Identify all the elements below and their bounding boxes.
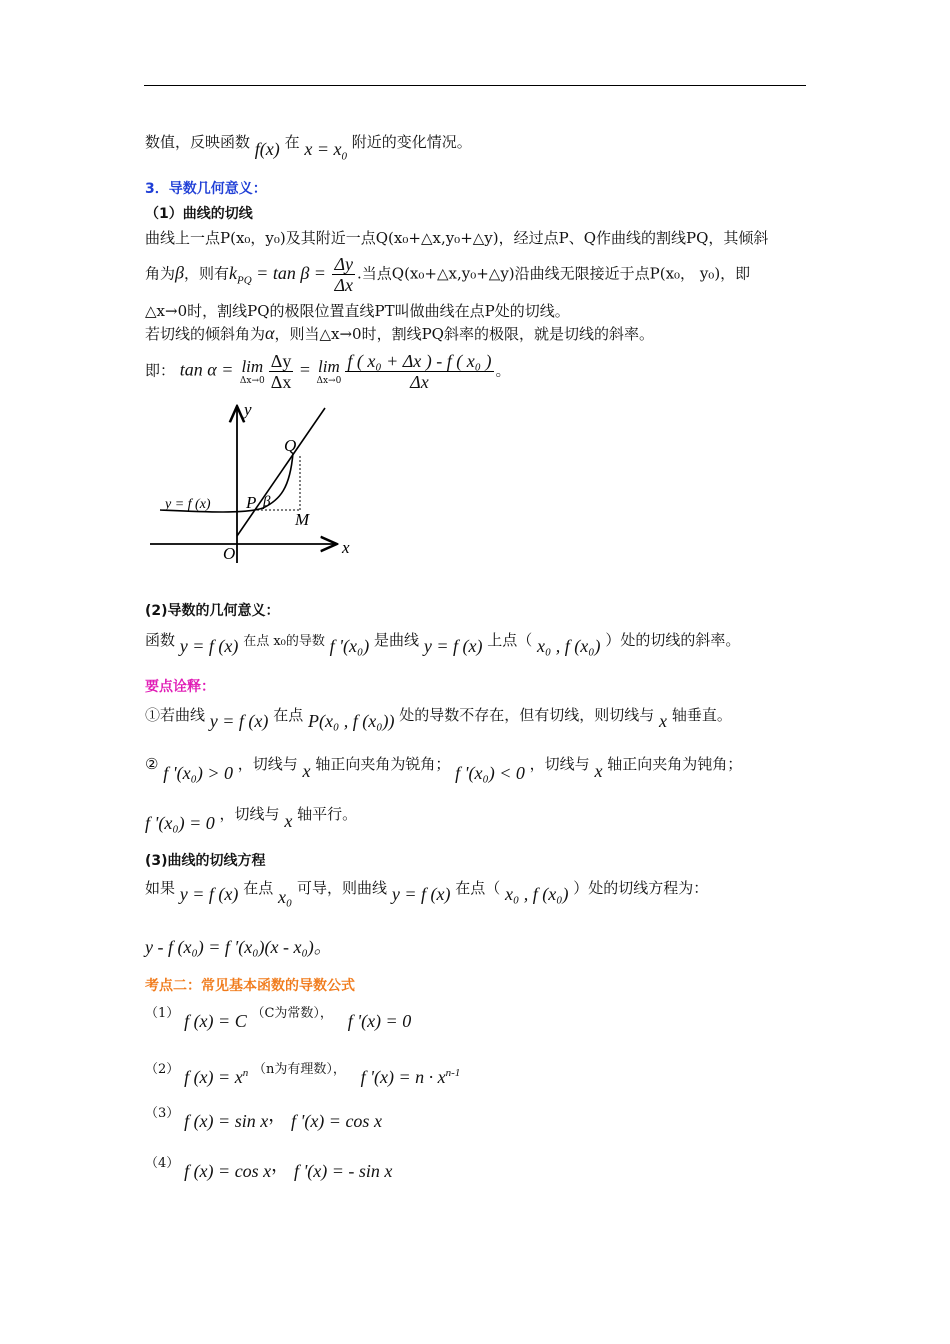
- formula: f '(x₀) > 0: [163, 763, 233, 783]
- text: 轴垂直。: [671, 706, 732, 724]
- formula: f '(x) = 0: [347, 1011, 412, 1031]
- subscript: PQ: [237, 274, 252, 287]
- formula: f '(x₀) < 0: [455, 763, 525, 783]
- text: ）处的切线的斜率。: [605, 631, 741, 649]
- lim-word: lim: [241, 356, 264, 376]
- formula: x: [284, 811, 293, 831]
- formula: x = x: [304, 139, 342, 159]
- formula: f '(x) = n · x: [360, 1067, 446, 1087]
- paragraph: [145, 628, 741, 656]
- formula: f (x) = cos x: [184, 1161, 272, 1181]
- symbol: α: [265, 323, 275, 343]
- formula: x: [659, 711, 668, 731]
- formula: y = f (x): [179, 884, 239, 904]
- paragraph: [145, 254, 750, 295]
- text: 轴正向夹角为锐角；: [315, 755, 451, 773]
- beta-label: β: [263, 494, 271, 510]
- formula: f '(x) = cos x: [290, 1111, 382, 1131]
- formula: k: [229, 262, 237, 283]
- numerator: Δy: [334, 254, 353, 274]
- text: ，切线与: [529, 755, 590, 773]
- key-point-1: [145, 703, 732, 731]
- superscript: n: [242, 1067, 249, 1079]
- text: ，则当△x→0时，割线PQ斜率的极限，就是切线的斜率。: [274, 325, 654, 343]
- section-heading-key-point-2: 考点二：常见基本函数的导数公式: [145, 978, 355, 994]
- lim-subscript: Δx→0: [316, 375, 342, 386]
- text: 在点: [243, 879, 274, 897]
- formula: y = f (x): [209, 711, 269, 731]
- item-number: （4）: [145, 1156, 180, 1171]
- numerator: f ( x₀ + Δx ) - f ( x₀ ): [347, 351, 492, 371]
- formula: y = f (x): [179, 636, 239, 656]
- limit-formula: [145, 351, 511, 392]
- text: 处的导数不存在，但有切线，则切线与: [399, 706, 655, 724]
- formula: f (x) = C: [184, 1011, 247, 1031]
- item-number: （3）: [145, 1106, 180, 1121]
- formula: y = f (x): [423, 636, 483, 656]
- text: 是曲线: [374, 631, 420, 649]
- subheading-tangent-equation: (3)曲线的切线方程: [145, 853, 266, 869]
- key-point-2: [145, 752, 743, 783]
- text: ①若曲线: [145, 706, 206, 724]
- origin-label: O: [223, 544, 236, 563]
- text: 如果: [145, 879, 176, 897]
- fraction: [345, 351, 493, 392]
- text: 角为: [145, 264, 176, 283]
- text: ，切线与: [219, 805, 280, 823]
- paragraph: [145, 876, 709, 907]
- section-heading-3: 3．导数几何意义：: [145, 181, 267, 197]
- y-axis-label: y: [244, 400, 252, 419]
- formula: f '(x₀) = 0: [145, 813, 215, 833]
- denominator: Δx: [270, 372, 292, 392]
- text: 在点: [273, 706, 304, 724]
- text: （C为常数），: [251, 1006, 333, 1021]
- formula: f '(x) = - sin x: [293, 1161, 393, 1181]
- formula: y = f (x): [391, 884, 451, 904]
- formula: = tan β =: [251, 262, 331, 283]
- lim-word: lim: [318, 356, 340, 376]
- key-points-heading: 要点诠释：: [145, 679, 215, 695]
- point-m-label: M: [295, 510, 310, 529]
- text: ②: [145, 755, 159, 773]
- text: 附近的变化情况。: [351, 133, 472, 151]
- tangent-graph: [145, 398, 365, 568]
- key-point-2-cont: [145, 802, 358, 833]
- denominator: Δx: [334, 275, 353, 295]
- text: 在点 x₀的导数: [243, 634, 325, 649]
- formula-2: [145, 1052, 461, 1087]
- subscript: 0: [341, 150, 347, 163]
- formula: tan α =: [179, 359, 238, 380]
- formula-3: [145, 1100, 382, 1131]
- formula: x: [302, 761, 311, 781]
- subheading-tangent: （1）曲线的切线: [145, 206, 253, 222]
- limit: [316, 358, 341, 386]
- x-axis-label: x: [342, 538, 350, 557]
- formula: f(x): [254, 139, 280, 159]
- text: 上点（: [487, 631, 533, 649]
- subheading-geometric-meaning: (2)导数的几何意义：: [145, 603, 280, 619]
- curve-label: y = f (x): [165, 497, 211, 512]
- formula-1: [145, 1000, 412, 1031]
- formula-4: [145, 1150, 393, 1181]
- formula: x₀ , f (x₀): [505, 884, 569, 904]
- text: 在点（: [455, 879, 501, 897]
- text: 在: [284, 133, 300, 151]
- item-number: （1）: [145, 1006, 180, 1021]
- text: 可导，则曲线: [297, 879, 388, 897]
- point-p-label: P: [246, 493, 257, 512]
- text: 轴正向夹角为钝角；: [607, 755, 743, 773]
- fraction: [269, 351, 294, 392]
- formula: =: [295, 359, 315, 380]
- formula: f '(x₀): [329, 636, 370, 656]
- tangent-equation: y - f (x₀) = f ′(x₀)(x - x₀)。: [145, 937, 332, 957]
- limit: [240, 358, 265, 386]
- lim-subscript: Δx→0: [239, 375, 265, 386]
- text: 函数: [145, 631, 176, 649]
- item-number: （2）: [145, 1062, 180, 1077]
- point-q-label: Q: [284, 436, 297, 455]
- text: ）处的切线方程为：: [573, 879, 709, 897]
- text: 即：: [145, 361, 176, 380]
- denominator: Δx: [410, 372, 429, 392]
- paragraph: 曲线上一点P(x₀，y₀)及其附近一点Q(x₀+△x,y₀+△y)，经过点P、Q作曲线的割线PQ，其倾斜: [145, 229, 769, 247]
- superscript: n-1: [445, 1067, 461, 1079]
- separator: ，: [268, 1105, 287, 1125]
- text: .当点Q(x₀+△x,y₀+△y)沿曲线无限接近于点P(x₀， y₀)，即: [357, 264, 751, 283]
- formula: x: [594, 761, 603, 781]
- formula: P(x₀ , f (x₀)): [308, 711, 395, 731]
- separator: ，: [271, 1155, 290, 1175]
- header-rule: [144, 85, 806, 86]
- secant-line: [237, 408, 325, 536]
- text: 。: [495, 361, 511, 380]
- text: 轴平行。: [297, 805, 358, 823]
- text: （n为有理数），: [252, 1062, 346, 1077]
- text: ，则有: [183, 264, 229, 283]
- formula: x₀ , f (x₀): [537, 636, 601, 656]
- paragraph-continuation: [145, 130, 472, 163]
- formula: f (x) = x: [184, 1067, 243, 1087]
- fraction: [332, 254, 355, 295]
- numerator: Δy: [270, 351, 292, 371]
- paragraph: △x→0时，割线PQ的极限位置直线PT叫做曲线在点P处的切线。: [145, 302, 570, 320]
- paragraph: [145, 322, 654, 345]
- text: ，切线与: [237, 755, 298, 773]
- formula: x₀: [278, 887, 293, 907]
- text: 若切线的倾斜角为: [145, 325, 266, 343]
- symbol: β: [175, 262, 184, 283]
- text: 数值，反映函数: [145, 133, 251, 151]
- formula: f (x) = sin x: [184, 1111, 269, 1131]
